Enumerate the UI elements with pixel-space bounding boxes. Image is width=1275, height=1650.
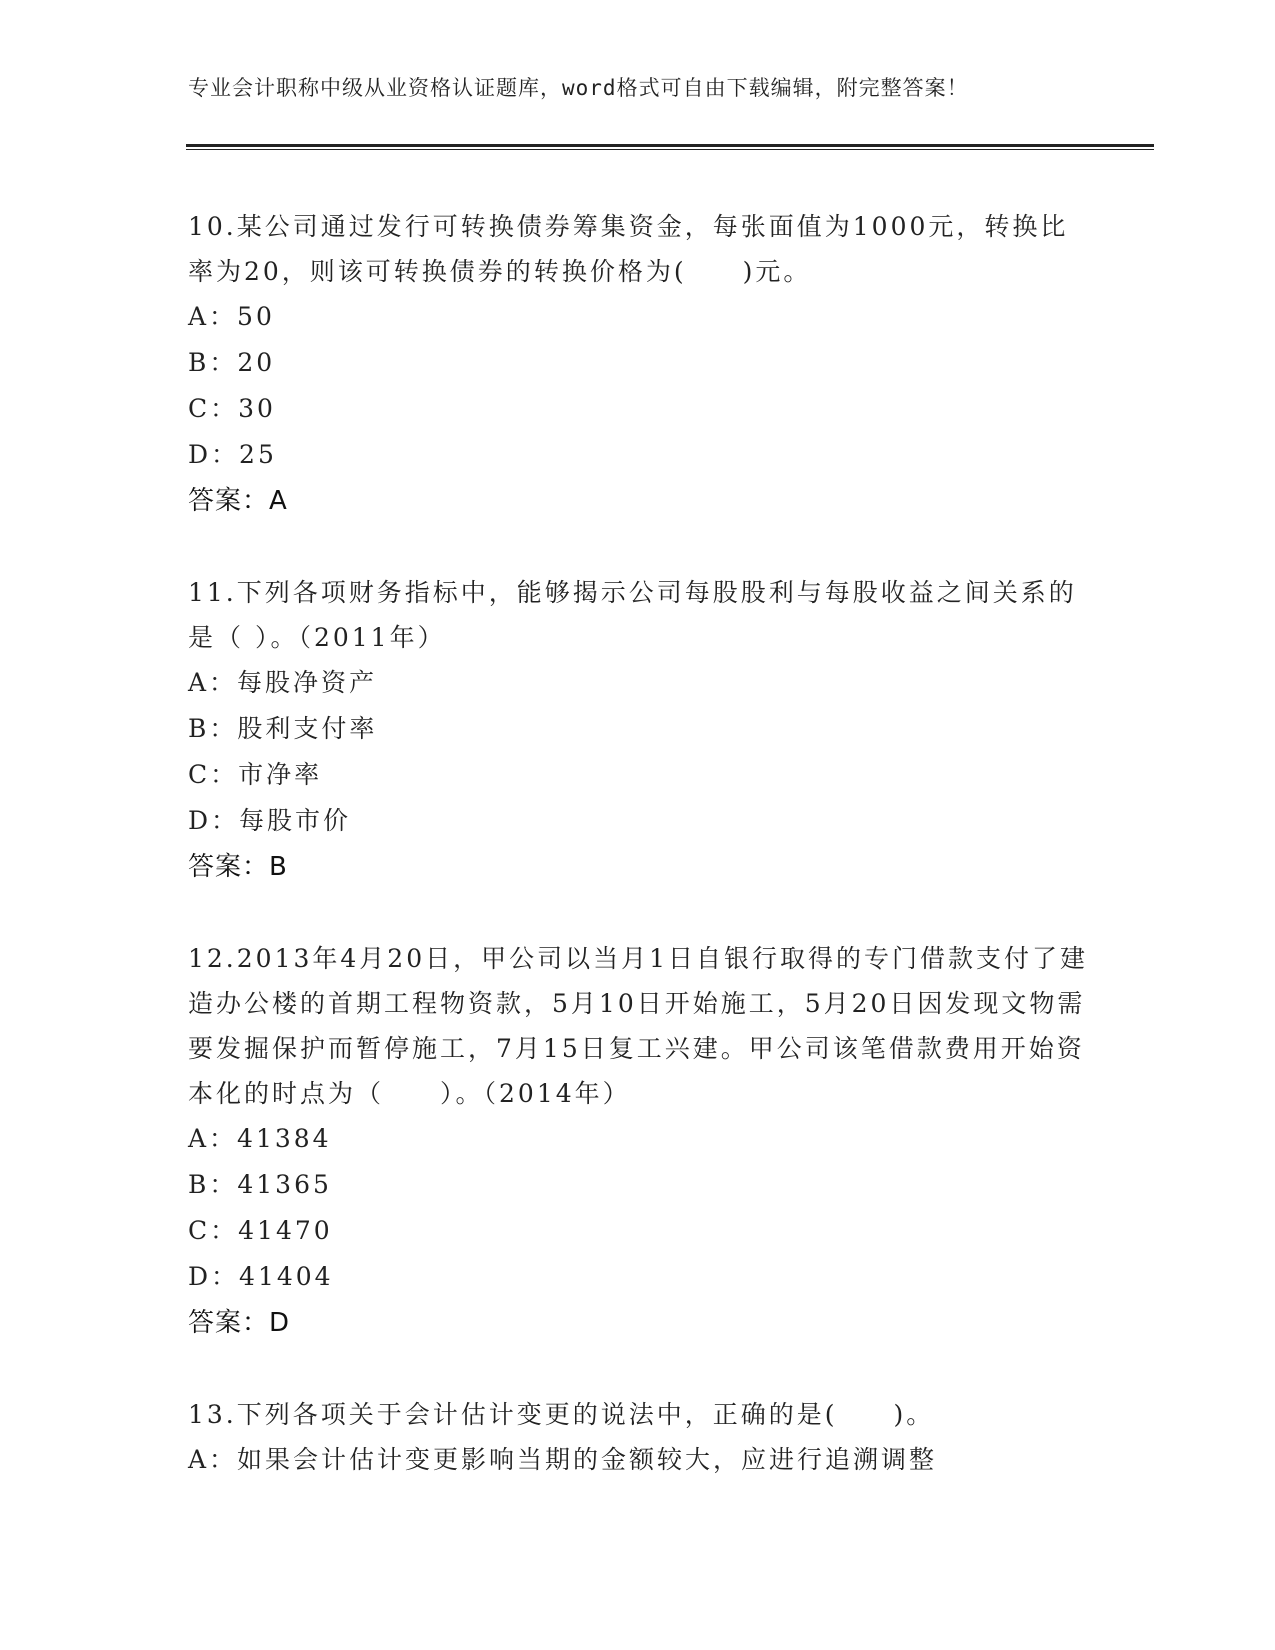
option-b: B：41365 (188, 1170, 332, 1199)
option-d: D：41404 (188, 1262, 334, 1291)
option-a: A：50 (188, 302, 275, 331)
option-d: D：每股市价 (188, 806, 352, 835)
question-12 (188, 936, 1088, 1346)
page-header: 专业会计职称中级从业资格认证题库，word格式可自由下载编辑，附完整答案！ (188, 76, 969, 100)
answer: 答案：D (188, 1308, 291, 1338)
question-stem: 13.下列各项关于会计估计变更的说法中，正确的是( )。 (188, 1400, 935, 1429)
option-d: D：25 (188, 440, 277, 469)
question-list (188, 204, 1088, 1529)
option-a: A：每股净资产 (188, 668, 378, 697)
header-rule-thin (186, 149, 1154, 150)
question-13 (188, 1392, 1088, 1483)
question-10 (188, 204, 1088, 524)
question-stem: 12.2013年4月20日，甲公司以当月1日自银行取得的专门借款支付了建造办公楼的首期工程物资款，5月10日开始施工，5月20日因发现文物需要发掘保护而暂停施工，7月15日复工兴建。甲公司该笔借款费用开始资本化的时点为（ ）。（2014年） (188, 944, 1089, 1108)
answer: 答案：A (188, 486, 288, 516)
option-a: A：41384 (188, 1124, 332, 1153)
option-a: A：如果会计估计变更影响当期的金额较大，应进行追溯调整 (188, 1445, 938, 1474)
question-stem: 10.某公司通过发行可转换债券筹集资金，每张面值为1000元，转换比率为20，则该可转换债券的转换价格为( )元。 (188, 212, 1069, 286)
option-c: C：市净率 (188, 760, 323, 789)
question-11 (188, 570, 1088, 890)
option-c: C：30 (188, 394, 276, 423)
option-c: C：41470 (188, 1216, 333, 1245)
option-b: B：20 (188, 348, 276, 377)
option-b: B：股利支付率 (188, 714, 378, 743)
answer: 答案：B (188, 852, 288, 882)
question-stem: 11.下列各项财务指标中，能够揭示公司每股股利与每股收益之间关系的是（ ）。（2011年） (188, 578, 1077, 652)
header-rule-thick (186, 144, 1154, 147)
